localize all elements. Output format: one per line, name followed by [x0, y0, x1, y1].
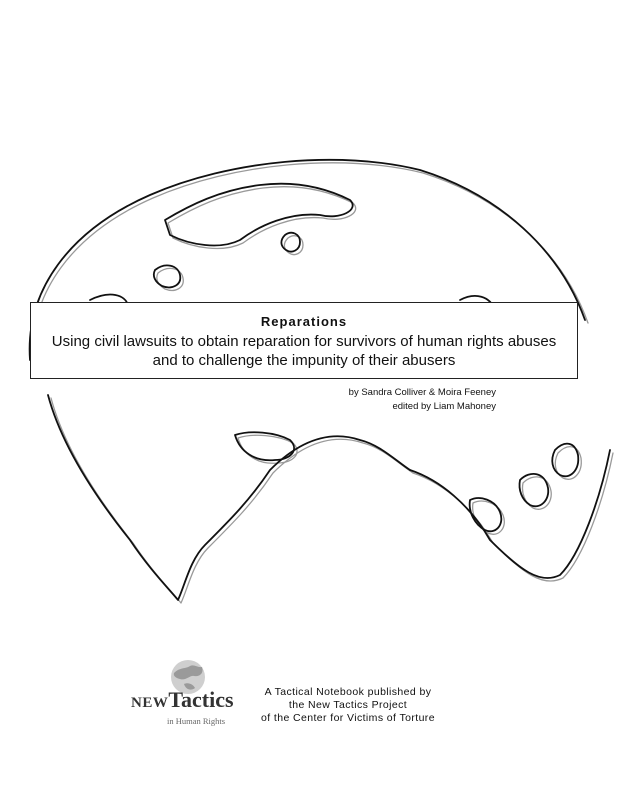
- logo-word-tactics: Tactics: [168, 687, 234, 712]
- authors: by Sandra Colliver & Moira Feeney: [348, 387, 496, 398]
- editor: edited by Liam Mahoney: [392, 401, 496, 412]
- document-heading: Reparations: [260, 314, 348, 329]
- publisher-line-3: of the Center for Victims of Torture: [261, 712, 435, 724]
- publisher-note: [238, 686, 458, 725]
- document-subtitle: [31, 332, 577, 370]
- publisher-line-1: A Tactical Notebook published by: [264, 686, 432, 698]
- byline: [349, 386, 496, 414]
- logo-wordmark: [131, 687, 234, 713]
- subtitle-line-2: and to challenge the impunity of their abusers: [152, 352, 456, 369]
- publisher-line-2: the New Tactics Project: [288, 699, 408, 711]
- title-box: [30, 302, 578, 379]
- logo-tagline: in Human Rights: [167, 716, 226, 726]
- logo-word-new: NEW: [131, 695, 169, 711]
- new-tactics-logo: [131, 657, 243, 729]
- subtitle-line-1: Using civil lawsuits to obtain reparation for survivors of human rights abuses: [51, 333, 557, 350]
